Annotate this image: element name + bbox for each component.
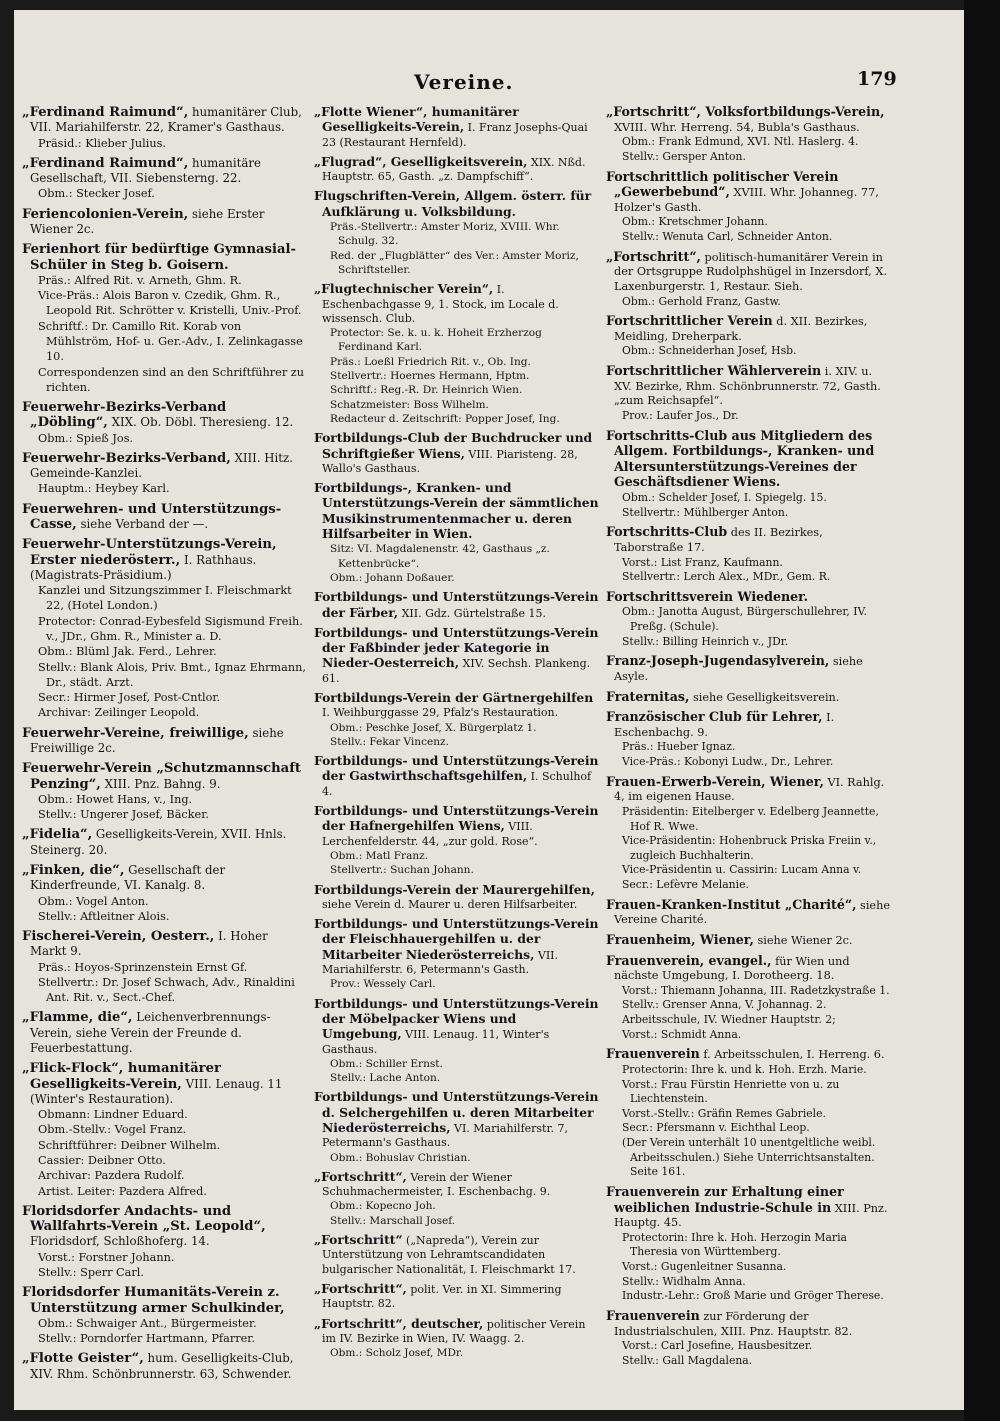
entry-heading: Fortschritts-Club [606,524,728,540]
entry-address: XIX. Nßd. Hauptstr. 65, Gasth. „z. Dampfschiff“. [322,155,586,184]
entry-heading: „Fortschritt“, deutscher, [314,1315,484,1331]
entry-heading: „Fortschritt“, Volksfortbildungs-Verein, [606,104,885,119]
directory-entry [606,1309,891,1369]
entry-heading: Fortbildungs- und Unterstützungs-Verein der Möbelpacker Wiens und Umgebung, [314,995,599,1042]
directory-entry [314,691,599,749]
entry-heading: Feuerwehr-Verein „Schutzmannschaft Penzing“, [22,761,301,792]
entry-officer-line: Obm.: Peschke Josef, X. Bürgerplatz 1. [330,721,537,734]
entry-heading: „Flugtechnischer Verein“, [314,281,494,297]
entry-officer-line: Stellv.: Widhalm Anna. [622,1274,746,1288]
directory-entry [22,502,307,533]
entry-officer-line: Vorst.: List Franz, Kaufmann. [622,555,783,569]
entry-officer-line: Stellv.: Marschall Josef. [330,1214,456,1227]
entry-heading: Frauenverein zur Erhaltung einer weiblichen Industrie-Schule in [606,1183,844,1215]
entry-heading: Frauenverein, evangel., [606,952,772,968]
entry-address: siehe Asyle. [614,655,863,683]
entry-officer-line: Vorst.: Frau Fürstin Henriette von u. zu Liechtenstein. [622,1077,840,1106]
directory-entry [22,242,307,395]
directory-entry [606,775,891,893]
entry-heading: „Flotte Geister“, [22,1351,144,1367]
entry-officer-line: Obm.: Vogel Anton. [38,894,149,908]
entry-heading: Ferienhort für bedürftige Gymnasial-Schüler in Steg b. Goisern. [22,242,296,273]
directory-entry [606,690,891,706]
directory-entry [606,898,891,928]
entry-address: („Napreda“), Verein zur Unterstützung von Lehramtscandidaten bulgarischer Nationalität, I. Fleischmarkt 17. [322,1234,576,1276]
entry-heading: Flugschriften-Verein, Allgem. österr. für Aufklärung u. Volksbildung. [314,188,592,219]
entry-officer-line: Obm.: Blüml Jak. Ferd., Lehrer. [38,645,217,659]
entry-address: für Wien und nächste Umgebung, I. Dorotheerg. 18. [614,954,850,983]
entry-address: I. Rathhaus. (Magistrats-Präsidium.) [30,552,257,582]
entry-officer-line: Archivar: Zeilinger Leopold. [38,706,200,720]
entry-officer-line: Schriftf.: Dr. Camillo Rit. Korab von Mühlström, Hof- u. Ger.-Adv., I. Zelinkagasse 10. [38,319,303,364]
directory-entry [606,525,891,585]
entry-address: I. Weihburggasse 29, Pfalz's Restauration. [322,706,559,720]
entry-address: polit. Ver. in XI. Simmering Hauptstr. 82. [322,1282,562,1311]
entry-officer-line: Correspondenzen sind an den Schriftführer zu richten. [38,365,305,394]
entry-officer-line: Obm.: Schwaiger Ant., Bürgermeister. [38,1316,257,1330]
directory-entry [22,726,307,757]
entry-address: VIII. Piaristeng. 28, Wallo's Gasthaus. [322,447,578,475]
entry-officer-line: Stellv.: Ungerer Josef, Bäcker. [38,808,209,822]
directory-entry [22,1285,307,1346]
entry-officer-line: Schriftf.: Reg.-R. Dr. Heinrich Wien. [330,384,523,397]
directory-entry [22,537,307,720]
entry-address: i. XIV. u. XV. Bezirke, Rhm. Schönbrunnerstr. 72, Gasth. „zum Reichsapfel“. [614,365,881,408]
directory-entry [314,997,599,1086]
directory-entry [314,189,599,277]
document-page [14,10,964,1410]
entry-officer-line: Redacteur d. Zeitschrift: Popper Josef, Ing. [330,412,560,425]
entry-address: XIII. Hitz. Gemeinde-Kanzlei. [30,450,293,481]
entry-heading: Feuerwehr-Bezirks-Verband „Döbling“, [22,400,227,431]
entry-address: I. Schulhof 4. [322,770,592,798]
entry-address: siehe Wiener 2c. [753,933,853,947]
entry-address: XVIII. Whr. Johanneg. 77, Holzer's Gasth. [614,186,879,214]
entry-officer-line: Sitz: VI. Magdalenenstr. 42, Gasthaus „z. Kettenbrücke“. [330,543,550,570]
entry-address: XIV. Sechsh. Plankeng. 61. [322,657,591,685]
scan-dark-edge [964,0,1000,1421]
entry-officer-line: Vorst.: Schmidt Anna. [622,1027,742,1041]
directory-entry [606,710,891,770]
directory-entry [22,451,307,497]
directory-entry [22,156,307,202]
entry-officer-line: Präs.: Alfred Rit. v. Arneth, Ghm. R. [38,273,242,287]
entry-address: VIII. Lenaug. 11, Winter's Gasthaus. [322,1028,550,1056]
entry-heading: Fortbildungs- und Unterstützungs-Verein der Färber, [314,589,599,620]
column-right [606,105,891,1373]
entry-address: zur Förderung der Industrialschulen, XIII. Pnz. Hauptstr. 82. [614,1309,853,1338]
entry-officer-line: Protector: Conrad-Eybesfeld Sigismund Freih. v., JDr., Ghm. R., Minister a. D. [38,614,303,643]
entry-address: siehe Geselligkeitsverein. [689,690,840,704]
entry-officer-line: Vice-Präs.: Alois Baron v. Czedik, Ghm. R., Leopold Rit. Schrötter v. Kristelli, Univ.-Prof. [38,289,302,318]
directory-entry [314,883,599,913]
entry-officer-line: Obm.: Matl Franz. [330,849,429,862]
entry-heading: Fortschrittsverein Wiedener. [606,588,809,604]
directory-entry [22,1204,307,1280]
entry-officer-line: Stellv.: Wenuta Carl, Schneider Anton. [622,230,833,243]
entry-address: Verein der Wiener Schuhmachermeister, I. Eschenbachg. 9. [322,1170,551,1199]
entry-officer-line: Obm.: Scholz Josef, MDr. [330,1347,464,1360]
entry-heading: Floridsdorfer Humanitäts-Verein z. Unterstützung armer Schulkinder, [22,1285,285,1316]
entry-heading: Frauen-Erwerb-Verein, Wiener, [606,773,824,789]
entry-officer-line: Industr.-Lehr.: Groß Marie und Gröger Therese. [622,1289,884,1303]
entry-officer-line: Obm.: Bohuslav Christian. [330,1151,471,1164]
entry-officer-line: Obm.: Janotta August, Bürgerschullehrer, IV. Preßg. (Schule). [622,605,867,633]
column-middle [314,105,599,1365]
entry-heading: „Flick-Flock“, humanitärer Geselligkeits-Verein, [22,1061,221,1092]
entry-officer-line: Obm.: Schelder Josef, I. Spiegelg. 15. [622,491,827,504]
entry-officer-line: Protectorin: Ihre k. und k. Hoh. Erzh. Marie. [622,1062,867,1076]
directory-entry [314,431,599,476]
directory-entry [22,863,307,924]
directory-entry [606,250,891,310]
entry-heading: „Finken, die“, [22,862,125,878]
entry-heading: Fortbildungs-Verein der Gärtnergehilfen [314,689,594,705]
directory-entry [22,1061,307,1199]
directory-entry [22,827,307,858]
entry-heading: „Flotte Wiener“, humanitärer Geselligkeits-Verein, [314,104,519,135]
page-number: 179 [857,68,897,90]
entry-heading: Fortbildungs- und Unterstützungs-Verein der Gastwirthschaftsgehilfen, [314,753,599,784]
entry-officer-line: Präs.: Hueber Ignaz. [622,740,736,754]
entry-address: VIII. Lenaug. 11 (Winter's Restauration). [30,1076,283,1106]
entry-heading: „Fortschritt“, [314,1280,407,1296]
entry-officer-line: Secr.: Pfersmann v. Eichthal Leop. [622,1121,810,1135]
entry-officer-line: Obm.: Schneiderhan Josef, Hsb. [622,344,797,358]
entry-address: I. Franz Josephs-Quai 23 (Restaurant Hernfeld). [322,121,588,149]
entry-heading: Feuerwehr-Unterstützungs-Verein, Erster niederösterr., [22,537,277,568]
entry-officer-line: Obm.: Kretschmer Johann. [622,215,768,229]
column-left [22,105,307,1387]
entry-address: XII. Gdz. Gürtelstraße 15. [398,606,547,620]
directory-entry [606,654,891,684]
directory-entry [606,429,891,521]
entry-heading: Fortschrittlicher Verein [606,313,773,329]
entry-address: Geselligkeits-Verein, XVII. Hnls. Steinerg. 20. [30,827,287,857]
entry-address: des II. Bezirkes, Taborstraße 17. [614,526,823,554]
directory-entry [314,754,599,799]
entry-officer-line: Stellvertr.: Hoernes Hermann, Hptm. [330,370,530,383]
entry-officer-line: Stellv.: Gall Magdalena. [622,1353,753,1367]
directory-entry [606,1185,891,1304]
entry-heading: Feuerwehr-Vereine, freiwillige, [22,725,249,741]
entry-officer-line: Vorst.: Carl Josefine, Hausbesitzer. [622,1339,813,1353]
entry-address: f. Arbeitsschulen, I. Herreng. 6. [699,1048,885,1062]
entry-officer-line: Stellvertr.: Dr. Josef Schwach, Adv., Rinaldini Ant. Rit. v., Sect.-Chef. [38,975,295,1005]
entry-officer-line: Obm.: Stecker Josef. [38,187,155,201]
directory-entry [314,155,599,185]
entry-officer-line: Obm.-Stellv.: Vogel Franz. [38,1123,187,1137]
entry-heading: Frauen-Kranken-Institut „Charité“, [606,896,857,912]
entry-officer-line: Protector: Se. k. u. k. Hoheit Erzherzog Ferdinand Karl. [330,327,542,354]
page-title: Vereine. [414,70,514,94]
directory-entry [606,314,891,359]
entry-officer-line: Vorst.-Stellv.: Gräfin Remes Gabriele. [622,1106,826,1120]
entry-officer-line: Stellv.: Lache Anton. [330,1072,441,1085]
entry-heading: „Ferdinand Raimund“, [22,105,189,120]
entry-officer-line: Stellvertr.: Suchan Johann. [330,864,474,877]
entry-heading: Fortbildungs-Club der Buchdrucker und Schriftgießer Wiens, [314,430,593,461]
directory-entry [606,1047,891,1180]
entry-address: Leichenverbrennungs-Verein, siehe Verein der Freunde d. Feuerbestattung. [30,1010,271,1056]
directory-entry [606,170,891,245]
entry-heading: Feuerwehren- und Unterstützungs-Casse, [22,501,282,533]
entry-heading: „Fortschritt“, [314,1168,407,1184]
entry-address: humanitärer Club, VII. Mariahilferstr. 22, Kramer's Gasthaus. [30,105,302,135]
entry-officer-line: Secr.: Hirmer Josef, Post-Cntlor. [38,691,221,705]
entry-officer-line: Präs.-Stellvertr.: Amster Moriz, XVIII. Whr. Schulg. 32. [330,221,560,248]
entry-heading: Feriencolonien-Verein, [22,206,189,222]
directory-entry [606,590,891,650]
directory-entry [314,1170,599,1228]
entry-officer-line: Stellv.: Sperr Carl. [38,1265,144,1279]
entry-heading: Frauenverein [606,1046,700,1062]
page-header [14,58,964,98]
directory-entry [22,1010,307,1056]
entry-heading: Fortbildungs- und Unterstützungs-Verein der Hafnergehilfen Wiens, [314,803,599,834]
entry-officer-line: Schriftführer: Deibner Wilhelm. [38,1138,221,1152]
directory-entry [22,400,307,446]
entry-officer-line: Obm.: Schiller Ernst. [330,1057,443,1070]
entry-address: politischer Verein im IV. Bezirke in Wien, IV. Waagg. 2. [322,1317,586,1345]
entry-officer-line: Präs.: Loeßl Friedrich Rit. v., Ob. Ing. [330,355,531,368]
directory-entry [314,481,599,585]
entry-officer-line: Stellv.: Gersper Anton. [622,149,746,163]
directory-entry [22,929,307,1005]
entry-officer-line: Obmann: Lindner Eduard. [38,1108,188,1122]
directory-entry [314,590,599,621]
entry-officer-line: Red. der „Flugblätter“ des Ver.: Amster Moriz, Schriftsteller. [330,249,579,276]
directory-entry [606,933,891,949]
entry-officer-line: Hauptm.: Heybey Karl. [38,482,170,496]
entry-address: siehe Erster Wiener 2c. [30,206,265,236]
entry-officer-line: Stellv.: Aftleitner Alois. [38,909,170,923]
entry-officer-line: Obm.: Spieß Jos. [38,431,134,445]
entry-officer-line: Obm.: Johann Doßauer. [330,571,455,584]
entry-officer-line: Vice-Präsidentin: Hohenbruck Priska Freiin v., zugleich Buchhalterin. [622,834,877,862]
entry-address: I. Eschenbachg. 9. [614,711,835,739]
entry-heading: Fraternitas, [606,688,690,704]
entry-officer-line: Stellv.: Fekar Vincenz. [330,735,449,748]
entry-officer-line: Vice-Präsidentin u. Cassirin: Lucam Anna v. [622,863,862,877]
entry-officer-line: Obm.: Kopecno Joh. [330,1200,436,1213]
entry-heading: Frauenverein [606,1307,700,1323]
entry-officer-line: Obm.: Gerhold Franz, Gastw. [622,294,781,308]
entry-officer-line: Vorst.: Gugenleitner Susanna. [622,1260,787,1273]
directory-entry [314,1233,599,1277]
entry-address: VIII. Lerchenfelderstr. 44, „zur gold. Rose“. [322,820,538,848]
entry-heading: Französischer Club für Lehrer, [606,709,823,725]
entry-officer-line: Protectorin: Ihre k. Hoh. Herzogin Maria Theresia von Württemberg. [622,1230,847,1259]
entry-address: siehe Freiwillige 2c. [30,725,284,755]
entry-address: I. Hoher Markt 9. [30,929,268,959]
directory-entry [606,954,891,1043]
entry-officer-line: Präs.: Hoyos-Sprinzenstein Ernst Gf. [38,960,248,974]
entry-address: XIII. Pnz. Bahng. 9. [100,776,221,791]
entry-heading: Frauenheim, Wiener, [606,931,754,947]
entry-officer-line: Obm.: Howet Hans, v., Ing. [38,792,193,806]
directory-entry [606,105,891,165]
directory-entry [22,1351,307,1382]
entry-heading: Feuerwehr-Bezirks-Verband, [22,450,231,466]
directory-entry [314,804,599,877]
entry-officer-line: Prov.: Wessely Carl. [330,978,436,991]
entry-officer-line: Vorst.: Forstner Johann. [38,1250,175,1264]
entry-officer-line: Präsid.: Klieber Julius. [38,136,166,150]
entry-heading: Fischerei-Verein, Oesterr., [22,929,215,945]
entry-address: siehe Vereine Charité. [614,898,890,927]
entry-officer-line: Arbeitsschule, IV. Wiedner Hauptstr. 2; [622,1013,836,1026]
entry-officer-line: Kanzlei und Sitzungszimmer I. Fleischmarkt 22, (Hotel London.) [38,584,292,613]
directory-entry [314,1317,599,1361]
entry-address: d. XII. Bezirkes, Meidling, Dreherpark. [614,315,868,343]
entry-officer-line: Stellv.: Billing Heinrich v., JDr. [622,634,789,648]
entry-officer-line: Stellvertr.: Mühlberger Anton. [622,505,789,519]
entry-address: hum. Geselligkeits-Club, XIV. Rhm. Schönbrunnerstr. 63, Schwender. [30,1351,294,1381]
entry-officer-line: (Der Verein unterhält 10 unentgeltliche weibl. Arbeitsschulen.) Siehe Unterrichtsanstalten. Seite 161. [622,1136,876,1179]
entry-officer-line: Prov.: Laufer Jos., Dr. [622,408,739,422]
directory-entry [22,105,307,151]
entry-officer-line: Präsidentin: Eitelberger v. Edelberg Jeannette, Hof R. Wwe. [622,804,879,833]
entry-heading: Fortbildungs- und Unterstützungs-Verein der Fleischhauergehilfen u. der Mitarbeiter Niederösterreichs, [314,916,599,962]
entry-heading: Fortschritts-Club aus Mitgliedern des Allgem. Fortbildungs-, Kranken- und Altersunterstützungs-Vereines der Geschäftsdiener Wiens. [606,427,875,490]
entry-address: VI. Mariahilferstr. 7, Petermann's Gasthaus. [322,1122,569,1150]
entry-address: XVIII. Whr. Herreng. 54, Bubla's Gasthaus. [614,120,860,134]
entry-heading: Franz-Joseph-Jugendasylverein, [606,653,830,669]
entry-officer-line: Vorst.: Thiemann Johanna, III. Radetzkystraße 1. [622,983,890,997]
entry-heading: „Flamme, die“, [22,1010,133,1026]
entry-heading: Fortbildungs- und Unterstützungs-Verein d. Selchergehilfen u. deren Mitarbeiter Niederösterreichs, [314,1089,599,1135]
entry-address: XIX. Ob. Döbl. Theresieng. 12. [107,415,294,430]
entry-address: siehe Verband der —. [76,517,209,532]
entry-officer-line: Stellvertr.: Lerch Alex., MDr., Gem. R. [622,570,831,584]
directory-entry [22,761,307,822]
entry-address: XIII. Pnz. Hauptg. 45. [614,1201,888,1230]
entry-heading: Fortbildungs-, Kranken- und Unterstützungs-Verein der sämmtlichen Musikinstrumentenmacher u. deren Hilfsarbeiter in Wien. [314,480,599,542]
entry-officer-line: Stellv.: Grenser Anna, V. Johannag. 2. [622,998,827,1012]
entry-heading: „Flugrad“, Geselligkeitsverein, [314,153,528,169]
entry-address: I. Eschenbachgasse 9, 1. Stock, im Locale d. wissensch. Club. [322,283,559,325]
entry-heading: Fortbildungs- und Unterstützungs-Verein der Faßbinder jeder Kategorie in Nieder-Oesterreich, [314,624,599,671]
directory-entry [314,917,599,991]
entry-address: VI. Rahlg. 4, im eigenen Hause. [614,775,885,804]
entry-address: Floridsdorf, Schloßhoferg. 14. [30,1234,210,1249]
entry-officer-line: Schatzmeister: Boss Wilhelm. [330,398,489,411]
entry-address: Gesellschaft der Kinderfreunde, VI. Kanalg. 8. [30,862,226,893]
entry-officer-line: Stellv.: Porndorfer Hartmann, Pfarrer. [38,1332,255,1346]
entry-address: VII. Mariahilferstr. 6, Petermann's Gasth. [322,948,559,977]
entry-heading: Fortschrittlich politischer Verein „Gewerbebund“, [606,168,839,200]
entry-heading: „Fidelia“, [22,827,93,843]
directory-entry [314,626,599,686]
directory-entry [22,207,307,238]
directory-entry [606,364,891,424]
entry-officer-line: Cassier: Deibner Otto. [38,1154,166,1167]
entry-officer-line: Vice-Präs.: Kobonyi Ludw., Dr., Lehrer. [622,755,834,768]
entry-heading: Fortbildungs-Verein der Maurergehilfen, [314,881,595,897]
directory-entry [314,1090,599,1164]
entry-address: siehe Verein d. Maurer u. deren Hilfsarbeiter. [322,897,578,911]
entry-officer-line: Artist. Leiter: Pazdera Alfred. [38,1184,207,1198]
directory-entry [314,1282,599,1312]
directory-entry [314,282,599,426]
entry-address: humanitäre Gesellschaft, VII. Siebensterng. 22. [30,155,261,186]
entry-address: politisch-humanitärer Verein in der Ortsgruppe Rudolphshügel in Inzersdorf, X. Laxenburgerstr. 1, Restaur. Sieh. [614,250,887,293]
entry-heading: Fortschrittlicher Wählerverein [606,363,822,378]
entry-heading: „Ferdinand Raimund“, [22,155,189,171]
entry-officer-line: Stellv.: Blank Alois, Priv. Bmt., Ignaz Ehrmann, Dr., städt. Arzt. [38,660,306,689]
entry-heading: Floridsdorfer Andachts- und Wallfahrts-Verein „St. Leopold“, [22,1203,266,1235]
entry-heading: „Fortschritt“ [314,1232,403,1248]
entry-heading: „Fortschritt“, [606,248,701,264]
entry-officer-line: Archivar: Pazdera Rudolf. [38,1169,185,1183]
entry-officer-line: Obm.: Frank Edmund, XVI. Ntl. Haslerg. 4. [622,135,859,149]
directory-entry [314,105,599,150]
entry-officer-line: Secr.: Lefèvre Melanie. [622,878,749,891]
